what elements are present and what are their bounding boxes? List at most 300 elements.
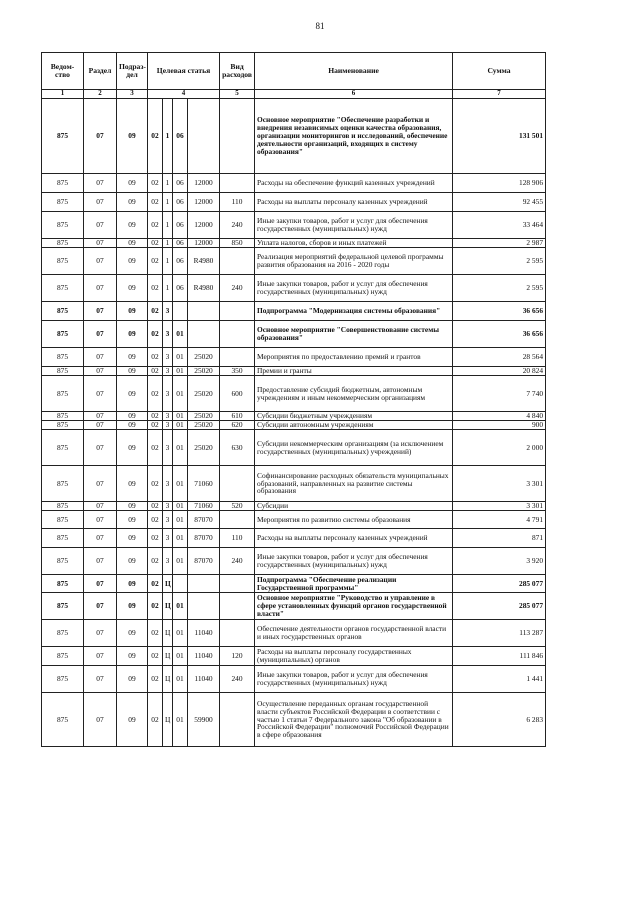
cell-direction: 11040 bbox=[188, 620, 220, 647]
cell-amount: 1 441 bbox=[453, 666, 546, 693]
cell-subsection: 09 bbox=[117, 548, 148, 575]
cell-expense-type: 110 bbox=[220, 529, 255, 548]
cell-name: Расходы на выплаты персоналу казенных учреждений bbox=[255, 529, 453, 548]
cell-program: 02 bbox=[148, 348, 163, 367]
cell-subprogram: 1 bbox=[163, 99, 173, 174]
cell-program: 02 bbox=[148, 593, 163, 620]
cell-subprogram: 3 bbox=[163, 348, 173, 367]
table-row bbox=[42, 430, 546, 466]
cell-amount: 92 455 bbox=[453, 193, 546, 212]
cell-program: 02 bbox=[148, 174, 163, 193]
cell-subprogram: 3 bbox=[163, 430, 173, 466]
cell-direction: 25020 bbox=[188, 430, 220, 466]
cell-direction: 25020 bbox=[188, 367, 220, 376]
cell-section: 07 bbox=[84, 239, 117, 248]
cell-subsection: 09 bbox=[117, 348, 148, 367]
cell-program: 02 bbox=[148, 466, 163, 502]
table-row bbox=[42, 593, 546, 620]
cell-program: 02 bbox=[148, 367, 163, 376]
cell-amount: 285 077 bbox=[453, 575, 546, 593]
cell-subsection: 09 bbox=[117, 430, 148, 466]
table-row bbox=[42, 174, 546, 193]
cell-activity: 01 bbox=[173, 666, 188, 693]
cell-department: 875 bbox=[42, 575, 84, 593]
cell-subprogram: 3 bbox=[163, 302, 173, 321]
cell-expense-type: 620 bbox=[220, 421, 255, 430]
cell-program: 02 bbox=[148, 212, 163, 239]
cell-activity: 01 bbox=[173, 593, 188, 620]
cell-subsection: 09 bbox=[117, 275, 148, 302]
cell-direction: 71060 bbox=[188, 502, 220, 511]
cell-department: 875 bbox=[42, 620, 84, 647]
table-row bbox=[42, 348, 546, 367]
cell-expense-type: 110 bbox=[220, 193, 255, 212]
cell-amount: 3 301 bbox=[453, 502, 546, 511]
cell-activity: 01 bbox=[173, 502, 188, 511]
col-header-ved: Ведом-ство bbox=[42, 53, 84, 90]
cell-subprogram: 1 bbox=[163, 212, 173, 239]
table-row bbox=[42, 193, 546, 212]
cell-section: 07 bbox=[84, 348, 117, 367]
cell-department: 875 bbox=[42, 647, 84, 666]
cell-direction bbox=[188, 575, 220, 593]
cell-direction: 12000 bbox=[188, 212, 220, 239]
cell-subsection: 09 bbox=[117, 421, 148, 430]
cell-name: Иные закупки товаров, работ и услуг для обеспечения государственных (муниципальных) нужд bbox=[255, 548, 453, 575]
cell-expense-type bbox=[220, 248, 255, 275]
table-row bbox=[42, 248, 546, 275]
cell-expense-type bbox=[220, 321, 255, 348]
cell-subsection: 09 bbox=[117, 321, 148, 348]
table-row bbox=[42, 647, 546, 666]
cell-subsection: 09 bbox=[117, 593, 148, 620]
cell-subprogram: 3 bbox=[163, 376, 173, 412]
table-row bbox=[42, 529, 546, 548]
cell-department: 875 bbox=[42, 693, 84, 747]
cell-section: 07 bbox=[84, 620, 117, 647]
cell-name: Обеспечение деятельности органов государственной власти и иных государственных органов bbox=[255, 620, 453, 647]
table-row bbox=[42, 666, 546, 693]
cell-name: Расходы на выплаты персоналу казенных учреждений bbox=[255, 193, 453, 212]
cell-activity: 01 bbox=[173, 529, 188, 548]
cell-program: 02 bbox=[148, 693, 163, 747]
cell-expense-type: 120 bbox=[220, 647, 255, 666]
cell-expense-type: 610 bbox=[220, 412, 255, 421]
cell-program: 02 bbox=[148, 548, 163, 575]
col-number: 6 bbox=[255, 90, 453, 99]
col-header-razdel: Раздел bbox=[84, 53, 117, 90]
col-header-podrazdel: Подраз-дел bbox=[117, 53, 148, 90]
cell-subsection: 09 bbox=[117, 666, 148, 693]
cell-activity: 06 bbox=[173, 174, 188, 193]
cell-direction: R4980 bbox=[188, 248, 220, 275]
cell-program: 02 bbox=[148, 575, 163, 593]
cell-amount: 4 840 bbox=[453, 412, 546, 421]
cell-amount: 2 595 bbox=[453, 275, 546, 302]
cell-subsection: 09 bbox=[117, 376, 148, 412]
cell-subsection: 09 bbox=[117, 367, 148, 376]
cell-department: 875 bbox=[42, 511, 84, 529]
cell-expense-type: 520 bbox=[220, 502, 255, 511]
cell-activity: 01 bbox=[173, 321, 188, 348]
cell-activity: 01 bbox=[173, 412, 188, 421]
cell-activity: 06 bbox=[173, 193, 188, 212]
cell-name: Премии и гранты bbox=[255, 367, 453, 376]
cell-direction: 12000 bbox=[188, 239, 220, 248]
cell-subprogram: 3 bbox=[163, 502, 173, 511]
cell-direction: 11040 bbox=[188, 666, 220, 693]
cell-amount: 128 906 bbox=[453, 174, 546, 193]
cell-activity: 01 bbox=[173, 421, 188, 430]
cell-department: 875 bbox=[42, 275, 84, 302]
cell-name: Субсидии bbox=[255, 502, 453, 511]
cell-name: Реализация мероприятий федеральной целевой программы развития образования на 2016 - 2020 годы bbox=[255, 248, 453, 275]
cell-subsection: 09 bbox=[117, 193, 148, 212]
col-number: 4 bbox=[148, 90, 220, 99]
cell-amount: 20 824 bbox=[453, 367, 546, 376]
cell-direction: R4980 bbox=[188, 275, 220, 302]
cell-expense-type: 240 bbox=[220, 275, 255, 302]
cell-direction bbox=[188, 99, 220, 174]
cell-amount: 33 464 bbox=[453, 212, 546, 239]
cell-program: 02 bbox=[148, 620, 163, 647]
cell-subsection: 09 bbox=[117, 511, 148, 529]
cell-subprogram: 1 bbox=[163, 193, 173, 212]
cell-subprogram: 3 bbox=[163, 511, 173, 529]
cell-program: 02 bbox=[148, 647, 163, 666]
cell-amount: 3 920 bbox=[453, 548, 546, 575]
cell-section: 07 bbox=[84, 548, 117, 575]
cell-subprogram: Ц bbox=[163, 620, 173, 647]
cell-name: Расходы на обеспечение функций казенных учреждений bbox=[255, 174, 453, 193]
cell-program: 02 bbox=[148, 430, 163, 466]
cell-program: 02 bbox=[148, 99, 163, 174]
cell-subsection: 09 bbox=[117, 620, 148, 647]
cell-program: 02 bbox=[148, 248, 163, 275]
cell-expense-type: 350 bbox=[220, 367, 255, 376]
cell-name: Основное мероприятие "Обеспечение разработки и внедрения независимых оценки качества образования, организации мониторингов и исследований, обеспечение деятельности организаций, входящих в систему образования" bbox=[255, 99, 453, 174]
cell-section: 07 bbox=[84, 466, 117, 502]
col-number: 3 bbox=[117, 90, 148, 99]
cell-section: 07 bbox=[84, 275, 117, 302]
cell-subprogram: 3 bbox=[163, 321, 173, 348]
cell-section: 07 bbox=[84, 693, 117, 747]
cell-name: Иные закупки товаров, работ и услуг для обеспечения государственных (муниципальных) нужд bbox=[255, 212, 453, 239]
cell-activity: 01 bbox=[173, 511, 188, 529]
cell-program: 02 bbox=[148, 239, 163, 248]
cell-program: 02 bbox=[148, 511, 163, 529]
cell-program: 02 bbox=[148, 376, 163, 412]
cell-subprogram: 3 bbox=[163, 466, 173, 502]
col-header-target: Целевая статья bbox=[148, 53, 220, 90]
cell-department: 875 bbox=[42, 430, 84, 466]
cell-department: 875 bbox=[42, 466, 84, 502]
cell-section: 07 bbox=[84, 529, 117, 548]
cell-direction: 25020 bbox=[188, 376, 220, 412]
cell-activity: 01 bbox=[173, 693, 188, 747]
cell-activity: 01 bbox=[173, 376, 188, 412]
cell-section: 07 bbox=[84, 502, 117, 511]
table-row bbox=[42, 376, 546, 412]
cell-name: Осуществление переданных органам государственной власти субъектов Российской Федерации в соответствии с частью 1 статьи 7 Федерального закона "Об образовании в Российской Федерации" полномочий Российской Федерации в сфере образования bbox=[255, 693, 453, 747]
cell-activity: 06 bbox=[173, 99, 188, 174]
cell-subsection: 09 bbox=[117, 239, 148, 248]
cell-amount: 3 301 bbox=[453, 466, 546, 502]
cell-section: 07 bbox=[84, 575, 117, 593]
table-row bbox=[42, 239, 546, 248]
cell-name: Субсидии некоммерческим организациям (за исключением государственных (муниципальных) учреждений) bbox=[255, 430, 453, 466]
cell-name: Основное мероприятие "Руководство и управление в сфере установленных функций органов государственной власти" bbox=[255, 593, 453, 620]
cell-name: Иные закупки товаров, работ и услуг для обеспечения государственных (муниципальных) нужд bbox=[255, 666, 453, 693]
cell-department: 875 bbox=[42, 376, 84, 412]
cell-direction bbox=[188, 302, 220, 321]
cell-subprogram: 3 bbox=[163, 529, 173, 548]
cell-amount: 7 740 bbox=[453, 376, 546, 412]
cell-expense-type bbox=[220, 348, 255, 367]
col-number: 1 bbox=[42, 90, 84, 99]
cell-department: 875 bbox=[42, 193, 84, 212]
table-row bbox=[42, 466, 546, 502]
cell-subsection: 09 bbox=[117, 248, 148, 275]
cell-section: 07 bbox=[84, 174, 117, 193]
cell-department: 875 bbox=[42, 502, 84, 511]
cell-subsection: 09 bbox=[117, 466, 148, 502]
cell-department: 875 bbox=[42, 666, 84, 693]
cell-amount: 871 bbox=[453, 529, 546, 548]
col-number: 2 bbox=[84, 90, 117, 99]
header-row bbox=[42, 53, 546, 90]
cell-subprogram: Ц bbox=[163, 575, 173, 593]
table-row bbox=[42, 275, 546, 302]
cell-program: 02 bbox=[148, 412, 163, 421]
cell-expense-type: 630 bbox=[220, 430, 255, 466]
cell-section: 07 bbox=[84, 430, 117, 466]
cell-direction: 25020 bbox=[188, 348, 220, 367]
cell-amount: 2 595 bbox=[453, 248, 546, 275]
cell-program: 02 bbox=[148, 321, 163, 348]
cell-department: 875 bbox=[42, 212, 84, 239]
col-header-sum: Сумма bbox=[453, 53, 546, 90]
cell-amount: 113 287 bbox=[453, 620, 546, 647]
cell-subprogram: 1 bbox=[163, 248, 173, 275]
cell-section: 07 bbox=[84, 511, 117, 529]
table-row bbox=[42, 620, 546, 647]
cell-section: 07 bbox=[84, 593, 117, 620]
cell-direction: 59900 bbox=[188, 693, 220, 747]
table-row bbox=[42, 693, 546, 747]
table-row bbox=[42, 212, 546, 239]
cell-department: 875 bbox=[42, 248, 84, 275]
cell-name: Подпрограмма "Обеспечение реализации Государственной программы" bbox=[255, 575, 453, 593]
cell-activity: 06 bbox=[173, 248, 188, 275]
cell-section: 07 bbox=[84, 666, 117, 693]
cell-amount: 4 791 bbox=[453, 511, 546, 529]
cell-section: 07 bbox=[84, 321, 117, 348]
cell-expense-type: 240 bbox=[220, 548, 255, 575]
cell-name: Мероприятия по предоставлению премий и грантов bbox=[255, 348, 453, 367]
cell-expense-type: 240 bbox=[220, 212, 255, 239]
cell-amount: 36 656 bbox=[453, 302, 546, 321]
cell-program: 02 bbox=[148, 502, 163, 511]
table-row bbox=[42, 412, 546, 421]
cell-subprogram: 3 bbox=[163, 548, 173, 575]
cell-name: Субсидии бюджетным учреждениям bbox=[255, 412, 453, 421]
cell-department: 875 bbox=[42, 421, 84, 430]
cell-name: Основное мероприятие "Совершенствование системы образования" bbox=[255, 321, 453, 348]
cell-name: Подпрограмма "Модернизация системы образования" bbox=[255, 302, 453, 321]
cell-expense-type bbox=[220, 466, 255, 502]
col-header-vid: Вид расходов bbox=[220, 53, 255, 90]
cell-activity: 01 bbox=[173, 348, 188, 367]
cell-subsection: 09 bbox=[117, 529, 148, 548]
cell-amount: 2 987 bbox=[453, 239, 546, 248]
cell-department: 875 bbox=[42, 593, 84, 620]
cell-subsection: 09 bbox=[117, 174, 148, 193]
cell-activity: 01 bbox=[173, 647, 188, 666]
cell-direction: 12000 bbox=[188, 193, 220, 212]
cell-section: 07 bbox=[84, 367, 117, 376]
cell-activity: 06 bbox=[173, 275, 188, 302]
cell-program: 02 bbox=[148, 421, 163, 430]
table-row bbox=[42, 502, 546, 511]
cell-subprogram: 3 bbox=[163, 412, 173, 421]
cell-amount: 131 501 bbox=[453, 99, 546, 174]
cell-program: 02 bbox=[148, 529, 163, 548]
cell-section: 07 bbox=[84, 248, 117, 275]
col-header-name: Наименование bbox=[255, 53, 453, 90]
table-row bbox=[42, 321, 546, 348]
cell-department: 875 bbox=[42, 548, 84, 575]
table-row bbox=[42, 302, 546, 321]
cell-expense-type bbox=[220, 620, 255, 647]
cell-department: 875 bbox=[42, 412, 84, 421]
cell-direction: 87070 bbox=[188, 529, 220, 548]
cell-section: 07 bbox=[84, 99, 117, 174]
cell-department: 875 bbox=[42, 529, 84, 548]
cell-activity bbox=[173, 575, 188, 593]
cell-subprogram: 3 bbox=[163, 421, 173, 430]
cell-activity: 01 bbox=[173, 466, 188, 502]
table-row bbox=[42, 511, 546, 529]
table-row bbox=[42, 548, 546, 575]
cell-subprogram: Ц bbox=[163, 593, 173, 620]
cell-department: 875 bbox=[42, 302, 84, 321]
cell-expense-type bbox=[220, 575, 255, 593]
table-row bbox=[42, 575, 546, 593]
cell-section: 07 bbox=[84, 412, 117, 421]
cell-department: 875 bbox=[42, 321, 84, 348]
col-number: 7 bbox=[453, 90, 546, 99]
cell-name: Софинансирование расходных обязательств муниципальных образований, направленных на развитие системы образования bbox=[255, 466, 453, 502]
cell-direction: 25020 bbox=[188, 421, 220, 430]
cell-direction bbox=[188, 593, 220, 620]
cell-subsection: 09 bbox=[117, 575, 148, 593]
cell-activity bbox=[173, 302, 188, 321]
cell-direction: 12000 bbox=[188, 174, 220, 193]
cell-expense-type bbox=[220, 302, 255, 321]
cell-activity: 06 bbox=[173, 212, 188, 239]
cell-subprogram: 1 bbox=[163, 275, 173, 302]
cell-expense-type bbox=[220, 693, 255, 747]
cell-amount: 36 656 bbox=[453, 321, 546, 348]
cell-program: 02 bbox=[148, 302, 163, 321]
cell-direction: 25020 bbox=[188, 412, 220, 421]
cell-section: 07 bbox=[84, 212, 117, 239]
cell-direction: 71060 bbox=[188, 466, 220, 502]
cell-department: 875 bbox=[42, 367, 84, 376]
cell-program: 02 bbox=[148, 666, 163, 693]
cell-subsection: 09 bbox=[117, 99, 148, 174]
cell-program: 02 bbox=[148, 275, 163, 302]
cell-activity: 06 bbox=[173, 239, 188, 248]
table-row bbox=[42, 367, 546, 376]
cell-subprogram: 3 bbox=[163, 367, 173, 376]
cell-department: 875 bbox=[42, 99, 84, 174]
cell-program: 02 bbox=[148, 193, 163, 212]
cell-activity: 01 bbox=[173, 620, 188, 647]
cell-section: 07 bbox=[84, 421, 117, 430]
cell-name: Предоставление субсидий бюджетным, автономным учреждениям и иным некоммерческим организациям bbox=[255, 376, 453, 412]
cell-expense-type bbox=[220, 511, 255, 529]
cell-subprogram: 1 bbox=[163, 239, 173, 248]
cell-amount: 285 077 bbox=[453, 593, 546, 620]
cell-subsection: 09 bbox=[117, 693, 148, 747]
cell-activity: 01 bbox=[173, 367, 188, 376]
cell-direction: 11040 bbox=[188, 647, 220, 666]
cell-name: Субсидии автономным учреждениям bbox=[255, 421, 453, 430]
cell-amount: 6 283 bbox=[453, 693, 546, 747]
cell-amount: 900 bbox=[453, 421, 546, 430]
cell-subsection: 09 bbox=[117, 502, 148, 511]
cell-expense-type bbox=[220, 174, 255, 193]
cell-subsection: 09 bbox=[117, 412, 148, 421]
cell-section: 07 bbox=[84, 647, 117, 666]
cell-activity: 01 bbox=[173, 548, 188, 575]
cell-section: 07 bbox=[84, 302, 117, 321]
cell-expense-type: 600 bbox=[220, 376, 255, 412]
cell-section: 07 bbox=[84, 193, 117, 212]
cell-subprogram: 1 bbox=[163, 174, 173, 193]
page-number: 81 bbox=[315, 21, 325, 31]
cell-name: Иные закупки товаров, работ и услуг для обеспечения государственных (муниципальных) нужд bbox=[255, 275, 453, 302]
cell-subprogram: Ц bbox=[163, 666, 173, 693]
cell-department: 875 bbox=[42, 174, 84, 193]
cell-activity: 01 bbox=[173, 430, 188, 466]
cell-name: Уплата налогов, сборов и иных платежей bbox=[255, 239, 453, 248]
cell-expense-type bbox=[220, 99, 255, 174]
cell-subprogram: Ц bbox=[163, 693, 173, 747]
cell-amount: 2 000 bbox=[453, 430, 546, 466]
cell-section: 07 bbox=[84, 376, 117, 412]
cell-direction: 87070 bbox=[188, 548, 220, 575]
cell-expense-type: 850 bbox=[220, 239, 255, 248]
cell-amount: 28 564 bbox=[453, 348, 546, 367]
cell-department: 875 bbox=[42, 348, 84, 367]
cell-subsection: 09 bbox=[117, 212, 148, 239]
table-row bbox=[42, 99, 546, 174]
cell-direction: 87070 bbox=[188, 511, 220, 529]
col-number: 5 bbox=[220, 90, 255, 99]
cell-expense-type bbox=[220, 593, 255, 620]
cell-direction bbox=[188, 321, 220, 348]
cell-subsection: 09 bbox=[117, 302, 148, 321]
column-number-row bbox=[42, 90, 546, 99]
budget-table bbox=[41, 52, 546, 747]
cell-subsection: 09 bbox=[117, 647, 148, 666]
cell-name: Расходы на выплаты персоналу государственных (муниципальных) органов bbox=[255, 647, 453, 666]
table-row bbox=[42, 421, 546, 430]
cell-subprogram: Ц bbox=[163, 647, 173, 666]
